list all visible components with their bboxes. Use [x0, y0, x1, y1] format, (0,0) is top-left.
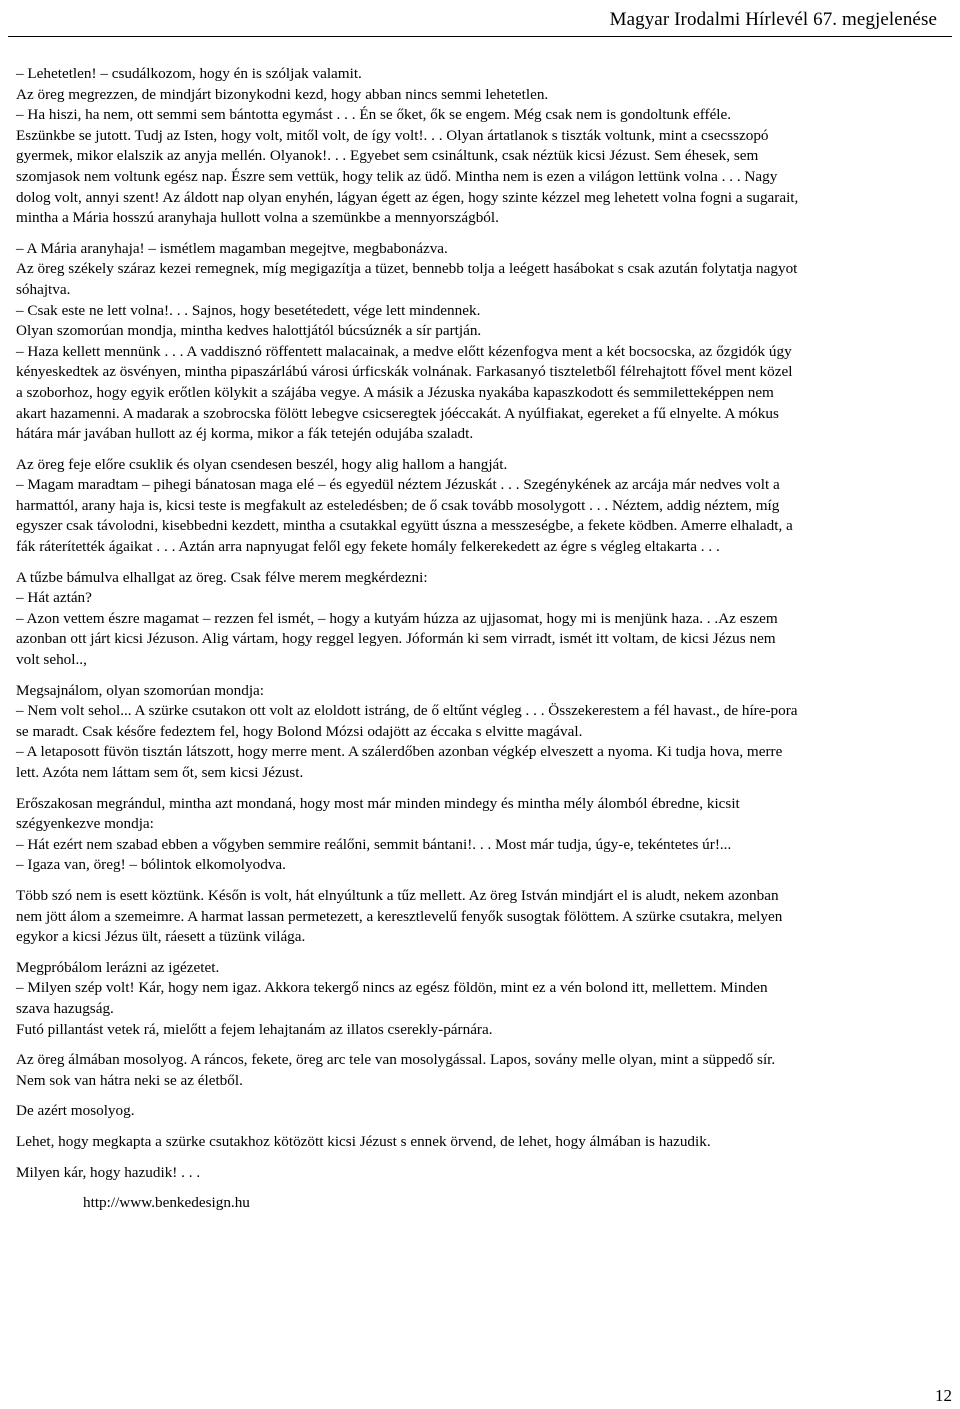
paragraph-gap [16, 558, 944, 568]
website-link[interactable]: http://www.benkedesign.hu [83, 1194, 250, 1212]
text-line: – A letaposott füvön tisztán látszott, hogy merre ment. A szálerdőben azonban végkép elveszett a nyoma. Ki tudja hova, merre [16, 743, 783, 761]
paragraph-gap [16, 1153, 944, 1163]
text-line: Több szó nem is esett köztünk. Későn is volt, hát elnyúltunk a tűz mellett. Az öreg István mindjárt el is aludt, nekem azonban [16, 886, 779, 904]
text-line: egykor a kicsi Jézus ült, ráesett a tüzünk világa. [16, 928, 306, 946]
text-line: Milyen kár, hogy hazudik! . . . [16, 1163, 201, 1181]
text-line: akart hazamenni. A madarak a szobrocska fölött lebegve csicseregtek jóéccakát. A nyúlfiakat, egereket a fű elnyelte. A mókus [16, 404, 779, 422]
paragraph-gap [16, 1040, 944, 1050]
text-line: Az öreg álmában mosolyog. A ráncos, fekete, öreg arc tele van mosolygással. Lapos, sovány melle olyan, mint a süppedő sír. [16, 1051, 776, 1069]
text-line: Erőszakosan megrándul, mintha azt mondaná, hogy most már minden mindegy és mintha mély álomból ébredne, kicsit [16, 794, 740, 812]
text-line: – A Mária aranyhaja! – ismétlem magamban megejtve, megbabonázva. [16, 239, 448, 257]
text-line: Nem sok van hátra neki se az életből. [16, 1071, 243, 1089]
text-line: Megpróbálom lerázni az igézetet. [16, 958, 220, 976]
paragraph-gap [16, 876, 944, 886]
header-rule [8, 36, 952, 37]
text-line: egyszer csak távolodni, kisebbedni kezdett, mintha a csutakkal együtt úszna a messzeségbe, a fekete ködben. Amerre elhaladt, a [16, 517, 793, 535]
text-line: – Haza kellett mennünk . . . A vaddisznó röffentett malacainak, a medve előtt kézenfogva ment a két bocsocska, az őzgidók úgy [16, 342, 792, 360]
text-line: gyermek, mikor elalszik az anyja mellén. Olyanok!. . . Egyebet sem csináltunk, csak néztük kicsi Jézust. Sem éhesek, sem [16, 147, 759, 165]
text-line: – Hát aztán? [16, 589, 92, 607]
text-line: – Nem volt sehol... A szürke csutakon ott volt az eloldott istráng, de ő eltűnt végleg . . . Összekerestem a fél havast., de híre-pora [16, 702, 798, 720]
text-line: Eszünkbe se jutott. Tudj az Isten, hogy volt, mitől volt, de így volt!. . . Olyan ártatlanok s tiszták voltunk, mint a csecsszopó [16, 126, 769, 144]
paragraph-gap [16, 1091, 944, 1101]
text-line: sóhajtva. [16, 280, 71, 298]
text-line: Olyan szomorúan mondja, mintha kedves halottjától búcsúznék a sír partján. [16, 322, 482, 340]
text-line: szava hazugság. [16, 999, 114, 1017]
paragraph-gap [16, 229, 944, 239]
text-line: – Azon vettem észre magamat – rezzen fel ismét, – hogy a kutyám húzza az ujjasomat, hogy mi is menjünk haza. . .Az eszem [16, 609, 778, 627]
paragraph-gap [16, 445, 944, 455]
text-line: – Milyen szép volt! Kár, hogy nem igaz. Akkora tekergő nincs az egész földön, mint ez a vén bolond itt, mellettem. Minden [16, 979, 768, 997]
text-line: kényeskedtek az ösvényen, mintha pipaszárlábú városi úrficskák volnának. Farkasanyó tiszteletből félrehajtott fővel ment közel [16, 363, 793, 381]
page-number: 12 [935, 1386, 952, 1405]
paragraph-gap [16, 671, 944, 681]
text-line: Az öreg megrezzen, de mindjárt bizonykodni kezd, hogy abban nincs semmi lehetetlen. [16, 85, 549, 103]
text-line: szomjasok nem voltunk egész nap. Észre sem vettük, hogy telik az üdő. Mintha nem is ezen a világon lettünk volna . . . Nagy [16, 167, 778, 185]
page-header-title: Magyar Irodalmi Hírlevél 67. megjelenése [609, 9, 937, 30]
text-line: se maradt. Csak későre fedeztem fel, hogy Bolond Mózsi odajött az éccaka s elvitte magával. [16, 722, 583, 740]
paragraph-gap [16, 948, 944, 958]
text-line: a szoborhoz, hogy egyik erőtlen kölykit a szájába vegye. A másik a Jézuska nyakába kapaszkodott és semmiletteképpen nem [16, 383, 774, 401]
paragraph-gap [16, 784, 944, 794]
text-line: – Lehetetlen! – csudálkozom, hogy én is szóljak valamit. [16, 65, 362, 82]
text-line: mintha a Mária hosszú aranyhaja hullott volna a szemünkbe a mennyországból. [16, 209, 499, 227]
text-line: Megsajnálom, olyan szomorúan mondja: [16, 681, 265, 699]
text-line: dolog volt, annyi szent! Az áldott nap olyan enyhén, lágyan égett az égen, hogy szinte kézzel meg lehetett volna fogni a sugarait, [16, 188, 799, 206]
text-line: – Igaza van, öreg! – bólintok elkomolyodva. [16, 856, 286, 874]
text-line: harmattól, arany haja is, kicsi teste is megfakult az esteledésben; de ő csak tovább mosolygott . . . Néztem, addig néztem, míg [16, 496, 780, 514]
text-line: szégyenkezve mondja: [16, 815, 154, 833]
text-line: – Csak este ne lett volna!. . . Sajnos, hogy besetétedett, vége lett mindennek. [16, 301, 481, 319]
text-line: Az öreg székely száraz kezei remegnek, míg megigazítja a tüzet, bennebb tolja a leégett hasábokat s csak azután folytatja nagyot [16, 260, 798, 278]
text-line: Lehet, hogy megkapta a szürke csutakhoz kötözött kicsi Jézust s ennek örvend, de lehet, hogy álmában is hazudik. [16, 1132, 711, 1150]
text-line: lett. Azóta nem láttam sem őt, sem kicsi Jézust. [16, 764, 304, 781]
text-line: nem jött álom a szemeimre. A harmat lassan permetezett, a keresztlevelű fenyők susogtak fölöttem. A szürke csutakra, melyen [16, 907, 783, 925]
text-line: Az öreg feje előre csuklik és olyan csendesen beszél, hogy alig hallom a hangját. [16, 455, 508, 473]
text-line: – Ha hiszi, ha nem, ott semmi sem bántotta egymást . . . Én se őket, ők se engem. Még csak nem is gondoltunk efféle. [16, 106, 732, 124]
text-line: hátára már javában hullott az éj korma, mikor a fák tetején odujába szaladt. [16, 425, 474, 443]
text-line: Futó pillantást vetek rá, mielőtt a fejem lehajtanám az illatos cserekly-párnára. [16, 1020, 493, 1038]
text-line: azonban ott járt kicsi Jézuson. Alig vártam, hogy reggel legyen. Jóformán ki sem virradt, ismét itt voltam, de kicsi Jézus nem [16, 630, 776, 648]
paragraph-gap [16, 1122, 944, 1132]
text-line: fák ráterítették ágaikat . . . Aztán arra napnyugat felől egy fekete homály felkerekedett az égre s végleg eltakarta . . . [16, 538, 720, 556]
text-line: A tűzbe bámulva elhallgat az öreg. Csak félve merem megkérdezni: [16, 568, 428, 586]
article-body [16, 64, 944, 1214]
text-line: – Hát ezért nem szabad ebben a vőgyben semmire reálőni, semmit bántani!. . . Most már tudja, úgy-e, tekéntetes úr!... [16, 835, 732, 853]
text-line: – Magam maradtam – pihegi bánatosan maga elé – és egyedül néztem Jézuskát . . . Szegénykének az arcája már nedves volt a [16, 476, 780, 494]
text-line: volt sehol.., [16, 651, 87, 669]
text-line: De azért mosolyog. [16, 1102, 135, 1120]
